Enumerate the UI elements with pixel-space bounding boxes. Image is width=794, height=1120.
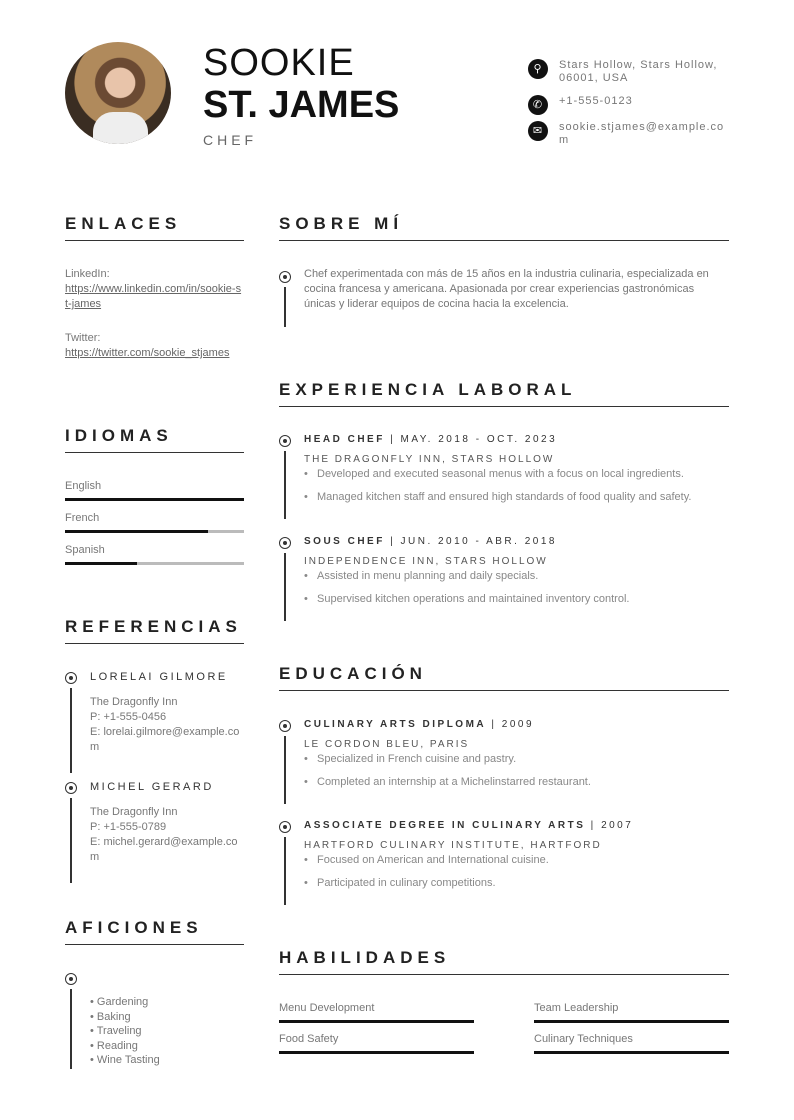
experience-entry: SOUS CHEF | JUN. 2010 - ABR. 2018 INDEPENDENCE INN, STARS HOLLOW • Assisted in menu planning and daily specials. • Supervised kitchen operations and maintained inventory control. xyxy=(304,536,734,607)
languages-list: English French Spanish xyxy=(65,479,244,565)
timeline-line xyxy=(284,736,286,804)
profile-photo xyxy=(65,42,171,144)
education-heading: EDUCACIÓN xyxy=(279,664,729,691)
language-level-bar xyxy=(65,562,244,565)
location-pin-icon: ⚲ xyxy=(528,59,548,79)
skill-item: Food Safety xyxy=(279,1033,474,1054)
job-title: CHEF xyxy=(203,132,258,148)
reference-item: LORELAI GILMORE The Dragonfly Inn P: +1-555-0456 E: lorelai.gilmore@example.com xyxy=(90,671,240,753)
last-name: ST. JAMES xyxy=(203,84,400,126)
experience-heading: EXPERIENCIA LABORAL xyxy=(279,380,729,407)
skill-item: Menu Development xyxy=(279,1002,474,1023)
contact-phone: ✆ +1-555-0123 xyxy=(528,95,728,115)
timeline-dot-icon xyxy=(279,537,291,549)
twitter-link[interactable]: https://twitter.com/sookie_stjames xyxy=(65,347,230,359)
hobbies-list: • Gardening • Baking • Traveling • Reading • Wine Tasting xyxy=(90,996,160,1066)
education-entry: ASSOCIATE DEGREE IN CULINARY ARTS | 2007 HARTFORD CULINARY INSTITUTE, HARTFORD • Focused on American and International cuisine. • Participated in culinary competitions. xyxy=(304,820,734,891)
experience-entry: HEAD CHEF | MAY. 2018 - OCT. 2023 THE DRAGONFLY INN, STARS HOLLOW • Developed and executed seasonal menus with a focus on local ingredients. • Managed kitchen staff and ensured high standards of food quality and safety. xyxy=(304,434,734,505)
contact-email: ✉ sookie.stjames@example.com xyxy=(528,121,728,147)
timeline-line xyxy=(70,688,72,773)
timeline-line xyxy=(70,989,72,1069)
references-heading: REFERENCIAS xyxy=(65,617,244,644)
timeline-dot-icon xyxy=(65,672,77,684)
envelope-icon: ✉ xyxy=(528,121,548,141)
timeline-dot-icon xyxy=(279,435,291,447)
timeline-line xyxy=(284,553,286,621)
skill-level-bar xyxy=(279,1020,474,1023)
timeline-dot-icon xyxy=(279,271,291,283)
skill-level-bar xyxy=(534,1051,729,1054)
about-heading: SOBRE MÍ xyxy=(279,214,729,241)
links-section: LinkedIn: https://www.linkedin.com/in/sookie-st-james Twitter: https://twitter.com/sookie_stjames xyxy=(65,268,242,359)
hobbies-heading: AFICIONES xyxy=(65,918,244,945)
skills-heading: HABILIDADES xyxy=(279,948,729,975)
timeline-line xyxy=(284,837,286,905)
skill-level-bar xyxy=(279,1051,474,1054)
timeline-dot-icon xyxy=(65,782,77,794)
timeline-dot-icon xyxy=(279,821,291,833)
skill-item: Culinary Techniques xyxy=(534,1033,729,1054)
linkedin-link[interactable]: https://www.linkedin.com/in/sookie-st-james xyxy=(65,283,242,310)
links-heading: ENLACES xyxy=(65,214,244,241)
first-name: SOOKIE xyxy=(203,42,355,84)
reference-item: MICHEL GERARD The Dragonfly Inn P: +1-555-0789 E: michel.gerard@example.com xyxy=(90,781,238,863)
education-entry: CULINARY ARTS DIPLOMA | 2009 LE CORDON BLEU, PARIS • Specialized in French cuisine and pastry. • Completed an internship at a Michelinstarred restaurant. xyxy=(304,719,734,790)
about-text: Chef experimentada con más de 15 años en la industria culinaria, especializada en cocina francesa y americana. Apasionada por crear experiencias gastronómicas únicas y liderar equipos de cocina hacia la excelencia. xyxy=(304,268,709,310)
language-level-bar xyxy=(65,498,244,501)
skill-item: Team Leadership xyxy=(534,1002,729,1023)
languages-heading: IDIOMAS xyxy=(65,426,244,453)
timeline-line xyxy=(284,287,286,327)
skill-level-bar xyxy=(534,1020,729,1023)
phone-icon: ✆ xyxy=(528,95,548,115)
language-level-bar xyxy=(65,530,244,533)
contact-address: ⚲ Stars Hollow, Stars Hollow, 06001, USA xyxy=(528,59,728,85)
timeline-dot-icon xyxy=(279,720,291,732)
timeline-dot-icon xyxy=(65,973,77,985)
timeline-line xyxy=(70,798,72,883)
timeline-line xyxy=(284,451,286,519)
